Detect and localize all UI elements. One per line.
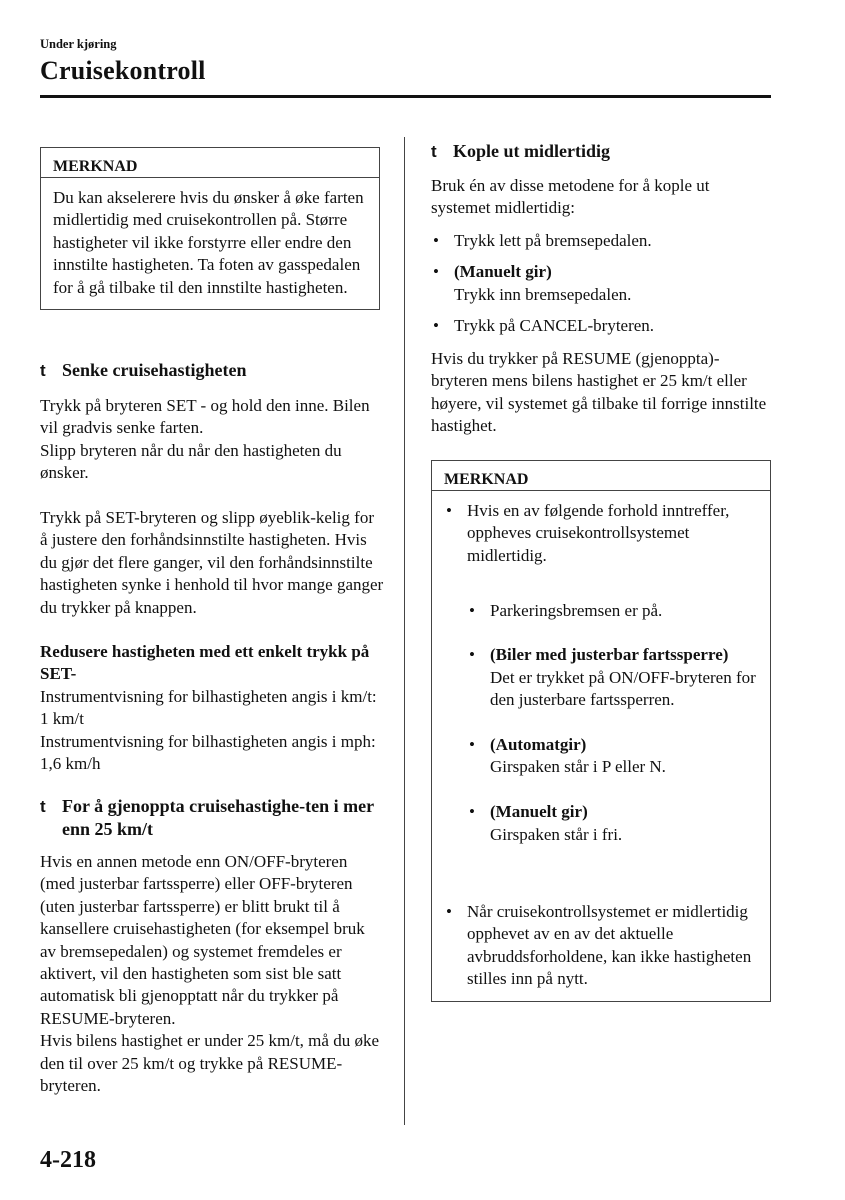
section-heading-gjenoppta (40, 795, 385, 840)
heading-text: Kople ut midlertidig (453, 141, 610, 161)
list-item: • Hvis en av følgende forhold inntreffer, oppheves cruisekontrollsystemet midlertidig. • Parkeringsbremsen er på. • (Biler med justerbar fartssperre) Det er trykket på ON/OFF-bryteren for den justerbare fartssperren. • (Automatgir) Girspaken står i P eller N. • (Manuelt gir) Girspaken står i fri. (444, 500, 758, 891)
sub-list-item: • Parkeringsbremsen er på. (467, 600, 758, 622)
bold-label: Redusere hastigheten med ett enkelt trykk på SET- (40, 642, 370, 684)
bullet-icon: • (446, 901, 452, 921)
sub-list-item: • (Automatgir) Girspaken står i P eller N. (469, 735, 666, 777)
bullet-icon: • (469, 802, 475, 822)
note-bullet-list (444, 500, 758, 991)
note-box-left (40, 147, 380, 310)
bullet-list (431, 230, 776, 347)
sub-bullet-list (467, 577, 758, 868)
note-box-right (431, 460, 771, 1002)
bullet-icon: • (469, 600, 475, 620)
list-item: • Trykk lett på bremsepedalen. (431, 230, 776, 252)
section-marker-icon: t (40, 361, 46, 380)
paragraph: Instrumentvisning for bilhastigheten angis i km/t: 1 km/t Instrumentvisning for bilhastigheten angis i mph: 1,6 km/h (40, 687, 377, 774)
bullet-icon: • (469, 645, 475, 665)
paragraph: Trykk på SET-bryteren og slipp øyeblik-kelig for å justere den forhåndsinnstilte hastigheten. Hvis du gjør det flere ganger, vil den forhåndsinnstilte hastigheten synke i henhold til hvor mange ganger du trykker på knappen. (40, 508, 384, 617)
paragraph: Trykk på bryteren SET - og hold den inne. Bilen vil gradvis senke farten. Slipp bryteren når du når den hastigheten du ønsker. (40, 396, 370, 483)
bullet-bold-label: (Manuelt gir) (454, 262, 552, 282)
section-marker-icon: t (431, 142, 437, 161)
section-marker-icon: t (40, 797, 46, 816)
heading-text: Senke cruisehastigheten (62, 360, 247, 380)
section-heading-senke (40, 359, 385, 383)
sub-list-item: • (Biler med justerbar fartssperre) Det er trykket på ON/OFF-bryteren for den justerbare fartssperren. (469, 645, 756, 710)
column-divider (404, 137, 405, 1125)
sub-list-item: • (Manuelt gir) Girspaken står i fri. (469, 802, 623, 844)
note-text: Du kan akselerere hvis du ønsker å øke farten midlertidig med cruisekontrollen på. Større hastigheter vil ikke forstyrre eller endre den innstilte hastigheten. Ta foten av gasspedalen for å gå tilbake til den innstilte hastigheten. (53, 188, 364, 297)
bullet-icon: • (433, 231, 439, 250)
section-label: Under kjøring (40, 37, 117, 51)
section-heading-kople-ut (431, 140, 776, 164)
bullet-icon: • (433, 262, 439, 282)
paragraph: Bruk én av disse metodene for å kople ut systemet midlertidig: (431, 176, 710, 218)
title-rule (40, 95, 771, 98)
page-number: 4-218 (40, 1147, 96, 1173)
list-item: • Når cruisekontrollsystemet er midlertidig opphevet av en av det aktuelle avbruddsforholdene, kan ikke hastigheten stilles inn på nytt. (446, 901, 752, 989)
list-item: • Trykk på CANCEL-bryteren. (431, 315, 776, 337)
bullet-icon: • (469, 735, 475, 755)
list-item: • (Manuelt gir) Trykk inn bremsepedalen. (433, 262, 632, 304)
note-title: MERKNAD (432, 461, 770, 491)
note-title: MERKNAD (41, 148, 379, 178)
bullet-icon: • (433, 316, 439, 336)
paragraph: Hvis en annen metode enn ON/OFF-bryteren (med justerbar fartssperre) eller OFF-bryteren (uten justerbar fartssperre) er blitt brukt til å kansellere cruisehastigheten (for eksempel bruk av bremsepedalen) og systemet fremdeles er aktivert, vil den hastigheten som sist ble satt automatisk bli gjenopptatt når du trykker på RESUME-bryteren. Hvis bilens hastighet er under 25 km/t, må du øke den til over 25 km/t og trykke på RESUME-bryteren. (40, 852, 379, 1096)
bullet-icon: • (446, 501, 452, 520)
page-title: Cruisekontroll (40, 56, 206, 85)
paragraph: Hvis du trykker på RESUME (gjenoppta)-bryteren mens bilens hastighet er 25 km/t eller høyere, vil systemet gå tilbake til forrige innstilte hastighet. (431, 349, 767, 436)
heading-text: For å gjenoppta cruisehastighe-ten i mer enn 25 km/t (62, 796, 374, 839)
